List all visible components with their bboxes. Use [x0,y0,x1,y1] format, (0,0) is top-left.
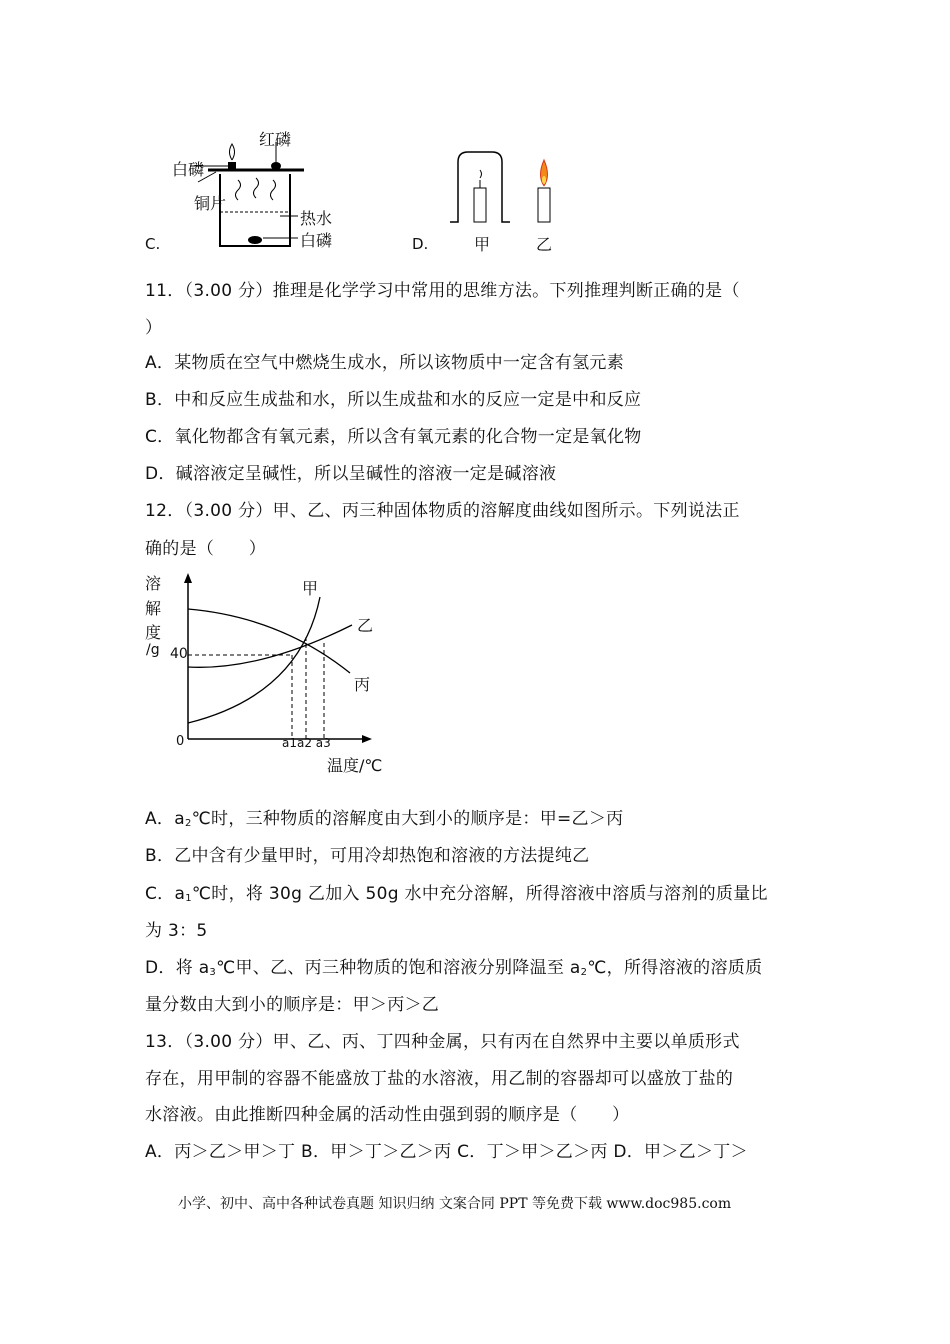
label-hongling: 红磷 [259,130,292,149]
graph-y-label-1: 溶 [145,574,162,593]
q11-option-d: D．碱溶液定呈碱性，所以呈碱性的溶液一定是碱溶液 [145,464,557,484]
graph-label-jia: 甲 [302,579,319,598]
q12-option-b: B．乙中含有少量甲时，可用冷却热饱和溶液的方法提纯乙 [145,846,590,866]
graph-x-label: 温度/℃ [327,756,383,775]
q11-option-c: C．氧化物都含有氧元素，所以含有氧元素的化合物一定是氧化物 [145,427,642,447]
q12-option-c-line-2: 为 3：5 [145,921,208,941]
q11-stem-line-1: 11．（3.00 分）推理是化学学习中常用的思维方法。下列推理判断正确的是（ [145,281,740,301]
curve-bing [188,609,350,673]
graph-origin: 0 [176,734,185,749]
q12-option-d: D．将 $a_3℃$甲、乙、丙三种物质的饱和溶液分别降温至 $a_2℃$，所得溶液的溶质质 [145,958,763,978]
q12-option-d-line-2: 量分数由大到小的顺序是：甲＞丙＞乙 [145,995,440,1015]
q11-option-b: B．中和反应生成盐和水，所以生成盐和水的反应一定是中和反应 [145,390,642,410]
graph-y-label-4: /g [146,642,160,658]
label-reshui: 热水 [300,209,333,228]
q12-option-a: A．$a_2℃$时，三种物质的溶解度由大到小的顺序是：甲=乙＞丙 [145,809,624,829]
graph-y-tick-40: 40 [170,646,188,662]
q13-stem-line-3: 水溶液。由此推断四种金属的活动性由强到弱的顺序是（ ） [145,1105,630,1125]
page-footer: 小学、初中、高中各种试卷真题 知识归纳 文案合同 PPT 等免费下载 www.doc985.com [178,1196,732,1212]
q12-stem-line-2: 确的是（ ） [145,539,267,559]
graph-x-ticks: a1a2 a3 [282,736,331,750]
q12-option-c: C．$a_1℃$时，将 30g 乙加入 50g 水中充分溶解，所得溶液中溶质与溶剂的质量比 [145,884,768,904]
label-bailing-top: 白磷 [172,160,205,179]
label-jia-candle: 甲 [474,235,491,254]
graph-label-yi: 乙 [357,616,374,635]
q13-stem-line-2: 存在，用甲制的容器不能盛放丁盐的水溶液，用乙制的容器却可以盛放丁盐的 [145,1069,734,1089]
figure-c-label: C. [145,235,161,253]
curve-yi [188,625,352,667]
q11-option-a: A．某物质在空气中燃烧生成水，所以该物质中一定含有氢元素 [145,353,625,373]
graph-label-bing: 丙 [354,675,371,694]
figure-d-label: D. [412,235,429,253]
figure-d-candles [440,150,580,230]
q13-stem-line-1: 13．（3.00 分）甲、乙、丙、丁四种金属，只有丙在自然界中主要以单质形式 [145,1032,740,1052]
label-yi-candle: 乙 [536,235,553,254]
label-bailing-bottom: 白磷 [300,231,333,250]
label-tongpian: 铜片 [194,194,227,213]
graph-y-label-2: 解 [145,599,162,618]
q11-stem-line-2: ） [145,318,163,338]
curve-jia [188,597,320,723]
graph-y-label-3: 度 [145,623,162,642]
q13-options: A．丙＞乙＞甲＞丁 B．甲＞丁＞乙＞丙 C．丁＞甲＞乙＞丙 D．甲＞乙＞丁＞ [145,1142,748,1162]
q12-stem-line-1: 12．（3.00 分）甲、乙、丙三种固体物质的溶解度曲线如图所示。下列说法正 [145,501,740,521]
